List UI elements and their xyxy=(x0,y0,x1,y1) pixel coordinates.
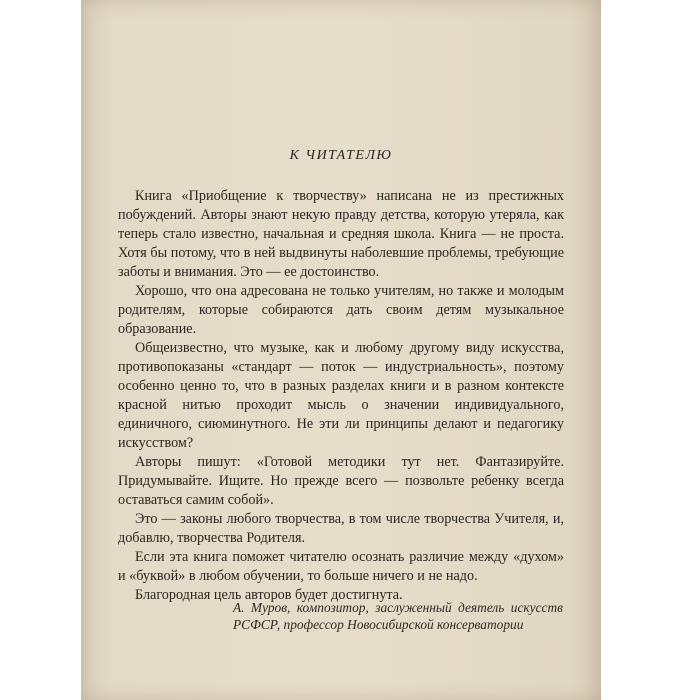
paragraph: Общеизвестно, что музыке, как и любому другому виду искусства, противопоказаны «стандарт — поток — индустриальность», поэтому особенно ценно то, что в разных разделах книги и в разном контексте красной нитью проходит мысль о значении индивидуального, единичного, сиюминутного. Не эти ли принципы делают и педагогику искусством? xyxy=(118,340,564,451)
page-heading: К ЧИТАТЕЛЮ xyxy=(289,148,393,163)
foreword-body xyxy=(118,187,564,605)
book-page xyxy=(81,0,601,700)
paragraph: Благородная цель авторов будет достигнута. xyxy=(135,587,403,603)
paragraph: Хорошо, что она адресована не только учителям, но также и молодым родителям, которые собираются дать своим детям музыкальное образование. xyxy=(118,283,564,337)
author-signature: А. Муров, композитор, заслуженный деятель искусств РСФСР, профессор Новосибирской консерватории xyxy=(233,600,563,632)
paragraph: Это — законы любого творчества, в том числе творчества Учителя, и, добавлю, творчества Родителя. xyxy=(118,511,564,546)
paragraph: Книга «Приобщение к творчеству» написана не из престижных побуждений. Авторы знают некую правду детства, которую утеряла, как теперь стало известно, начальная и средняя школа. Книга — не проста. Хотя бы потому, что в ней выдвинуты наболевшие проблемы, требующие заботы и внимания. Это — ее достоинство. xyxy=(118,188,564,280)
paragraph: Авторы пишут: «Готовой методики тут нет. Фантазируйте. Придумывайте. Ищите. Но прежде всего — позвольте ребенку всегда оставаться самим собой». xyxy=(118,454,564,508)
paragraph: Если эта книга поможет читателю осознать различие между «духом» и «буквой» в любом обучении, то больше ничего и не надо. xyxy=(118,549,564,584)
